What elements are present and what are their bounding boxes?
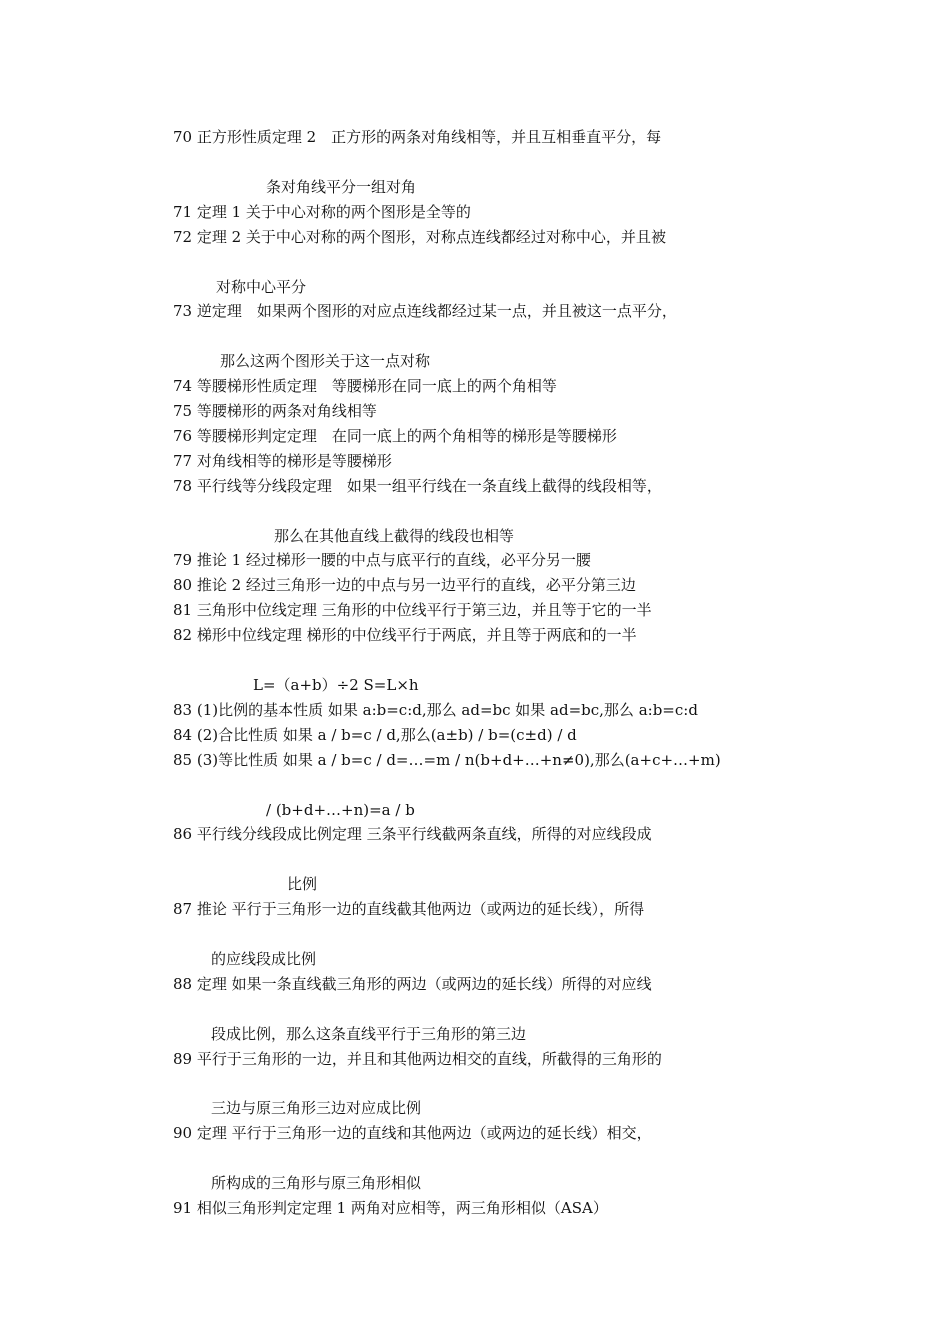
theorem-84: 84 (2)合比性质 如果 a / b=c / d,那么(a±b) / b=(c±d) / d — [173, 726, 577, 744]
theorem-79: 79 推论 1 经过梯形一腰的中点与底平行的直线，必平分另一腰 — [173, 551, 591, 569]
theorem-82-formula: L=（a+b）÷2 S=L×h — [253, 676, 419, 694]
theorem-91: 91 相似三角形判定定理 1 两角对应相等，两三角形相似（ASA） — [173, 1199, 608, 1217]
theorem-77: 77 对角线相等的梯形是等腰梯形 — [173, 452, 392, 470]
theorem-74: 74 等腰梯形性质定理 等腰梯形在同一底上的两个角相等 — [173, 377, 557, 395]
theorem-70-continued: 条对角线平分一组对角 — [266, 178, 417, 196]
theorem-88: 88 定理 如果一条直线截三角形的两边（或两边的延长线）所得的对应线 — [173, 975, 652, 993]
theorem-81: 81 三角形中位线定理 三角形的中位线平行于第三边，并且等于它的一半 — [173, 601, 652, 619]
theorem-78-continued: 那么在其他直线上截得的线段也相等 — [274, 527, 515, 545]
theorem-86: 86 平行线分线段成比例定理 三条平行线截两条直线，所得的对应线段成 — [173, 825, 652, 843]
theorem-90: 90 定理 平行于三角形一边的直线和其他两边（或两边的延长线）相交， — [173, 1124, 652, 1142]
theorem-85-continued: / (b+d+…+n)=a / b — [266, 801, 415, 819]
theorem-80: 80 推论 2 经过三角形一边的中点与另一边平行的直线，必平分第三边 — [173, 576, 636, 594]
theorem-70: 70 正方形性质定理 2 正方形的两条对角线相等，并且互相垂直平分，每 — [173, 128, 662, 146]
theorem-86-continued: 比例 — [287, 875, 318, 893]
theorem-83: 83 (1)比例的基本性质 如果 a:b=c:d,那么 ad=bc 如果 ad=bc,那么 a:b=c:d — [173, 701, 698, 719]
theorem-87-continued: 的应线段成比例 — [211, 950, 317, 968]
theorem-89: 89 平行于三角形的一边，并且和其他两边相交的直线，所截得的三角形的 — [173, 1050, 662, 1068]
theorem-87: 87 推论 平行于三角形一边的直线截其他两边（或两边的延长线），所得 — [173, 900, 645, 918]
theorem-75: 75 等腰梯形的两条对角线相等 — [173, 402, 377, 420]
theorem-82: 82 梯形中位线定理 梯形的中位线平行于两底，并且等于两底和的一半 — [173, 626, 637, 644]
theorem-88-continued: 段成比例，那么这条直线平行于三角形的第三边 — [211, 1025, 527, 1043]
theorem-90-continued: 所构成的三角形与原三角形相似 — [211, 1174, 422, 1192]
theorem-85: 85 (3)等比性质 如果 a / b=c / d=…=m / n(b+d+…+n≠0),那么(a+c+…+m) — [173, 751, 721, 769]
theorem-71: 71 定理 1 关于中心对称的两个图形是全等的 — [173, 203, 471, 221]
theorem-78: 78 平行线等分线段定理 如果一组平行线在一条直线上截得的线段相等， — [173, 477, 662, 495]
theorem-73: 73 逆定理 如果两个图形的对应点连线都经过某一点，并且被这一点平分， — [173, 302, 677, 320]
theorem-72-continued: 对称中心平分 — [216, 278, 307, 296]
theorem-73-continued: 那么这两个图形关于这一点对称 — [220, 352, 431, 370]
theorem-89-continued: 三边与原三角形三边对应成比例 — [211, 1099, 422, 1117]
theorem-76: 76 等腰梯形判定定理 在同一底上的两个角相等的梯形是等腰梯形 — [173, 427, 617, 445]
theorem-72: 72 定理 2 关于中心对称的两个图形，对称点连线都经过对称中心，并且被 — [173, 228, 666, 246]
